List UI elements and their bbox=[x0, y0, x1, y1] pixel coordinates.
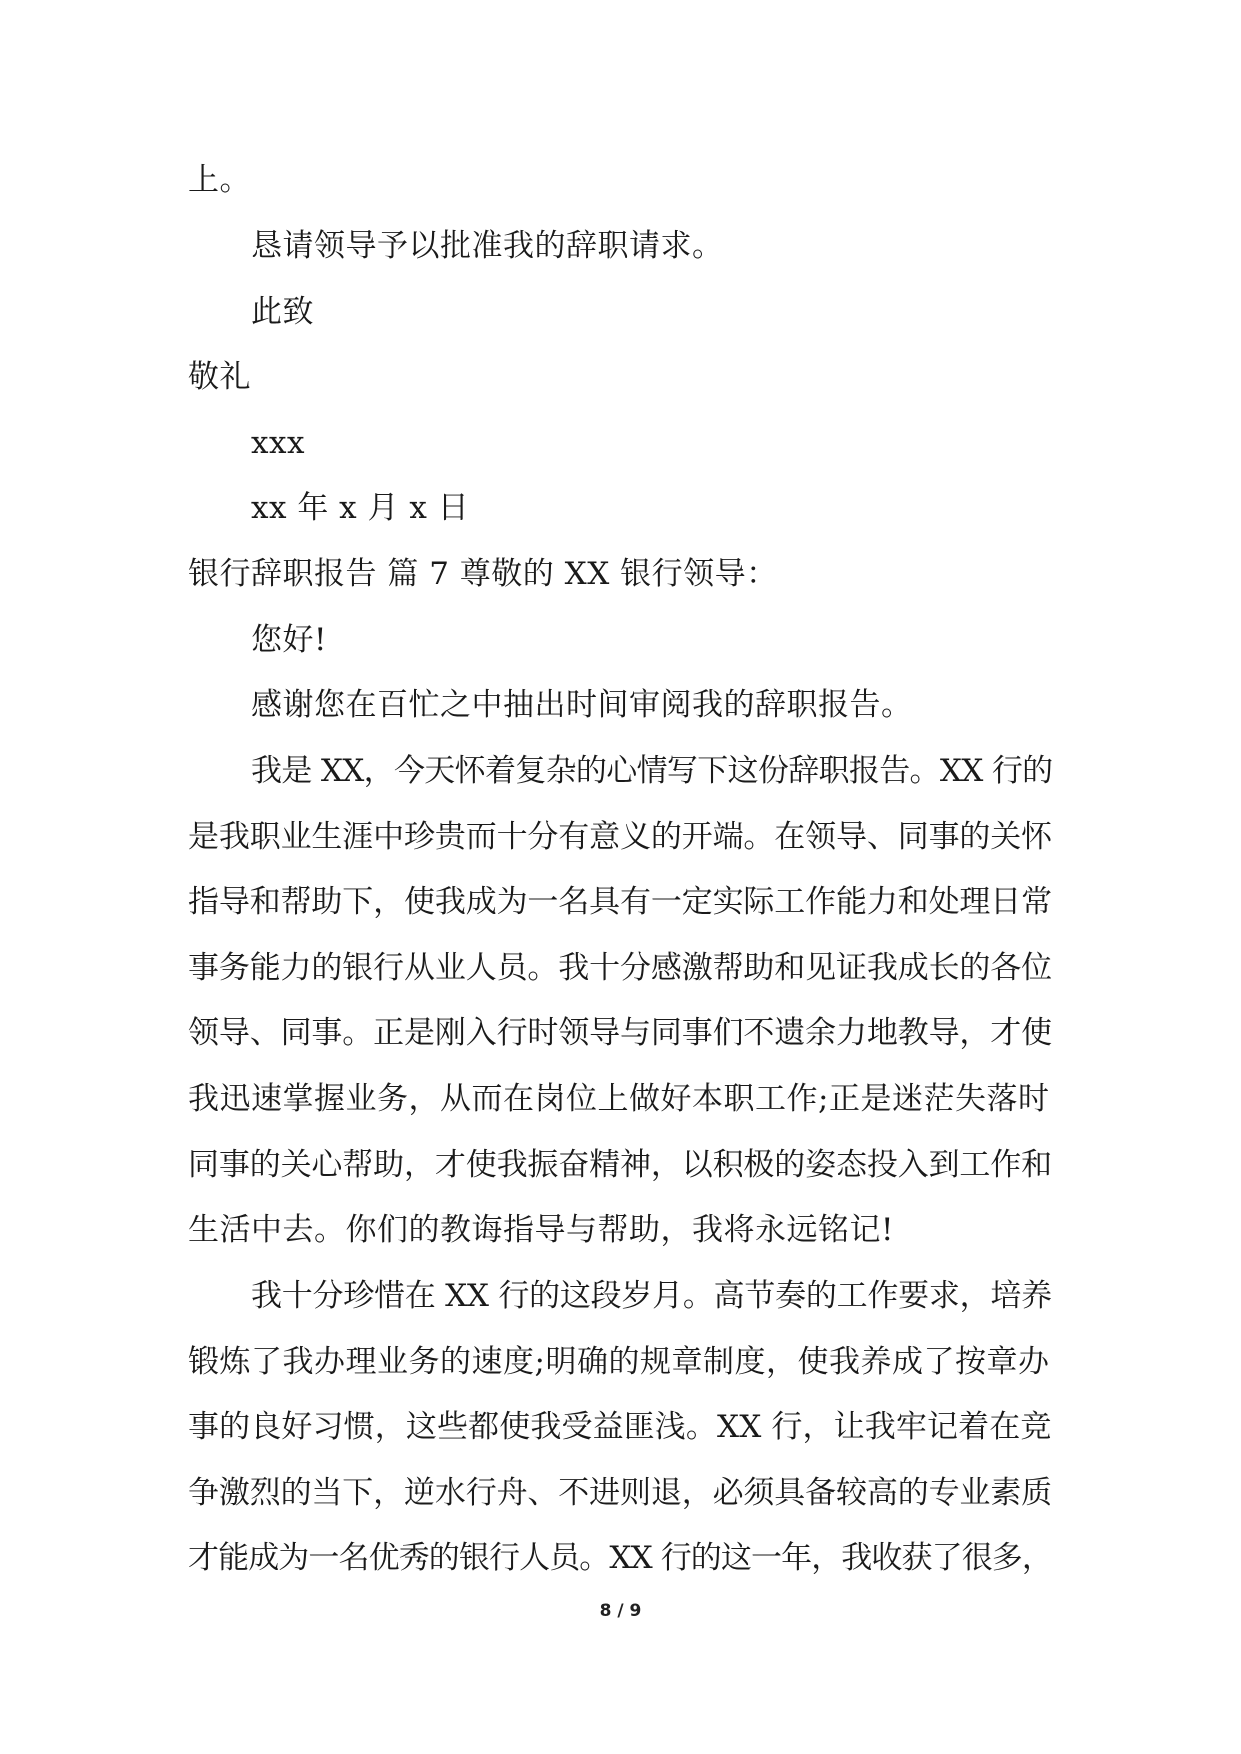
text-line: 我是 XX，今天怀着复杂的心情写下这份辞职报告。XX 行的 bbox=[251, 753, 1053, 789]
signature-date: xx 年 x 月 x 日 bbox=[251, 490, 470, 526]
text-line: 事务能力的银行从业人员。我十分感激帮助和见证我成长的各位 bbox=[188, 950, 1052, 986]
text-line: 同事的关心帮助，才使我振奋精神，以积极的姿态投入到工作和 bbox=[188, 1147, 1052, 1183]
section-heading: 银行辞职报告 篇 7 尊敬的 XX 银行领导： bbox=[188, 556, 778, 592]
text-line: 我十分珍惜在 XX 行的这段岁月。高节奏的工作要求，培养 bbox=[251, 1278, 1052, 1314]
text-line: 事的良好习惯，这些都使我受益匪浅。XX 行，让我牢记着在竞 bbox=[188, 1409, 1052, 1445]
text-line: 才能成为一名优秀的银行人员。XX 行的这一年，我收获了很多， bbox=[188, 1540, 1052, 1576]
text-line: 感谢您在百忙之中抽出时间审阅我的辞职报告。 bbox=[251, 687, 913, 723]
text-line: 是我职业生涯中珍贵而十分有意义的开端。在领导、同事的关怀 bbox=[188, 819, 1052, 855]
text-line: 此致 bbox=[251, 294, 314, 330]
text-line: 敬礼 bbox=[188, 359, 251, 395]
text-line: 我迅速掌握业务，从而在岗位上做好本职工作;正是迷茫失落时 bbox=[188, 1081, 1050, 1117]
page-number: 8 / 9 bbox=[599, 1601, 642, 1621]
text-line: 锻炼了我办理业务的速度;明确的规章制度，使我养成了按章办 bbox=[188, 1344, 1050, 1380]
text-line: 争激烈的当下，逆水行舟、不进则退，必须具备较高的专业素质 bbox=[188, 1475, 1052, 1511]
text-line: 领导、同事。正是刚入行时领导与同事们不遗余力地教导，才使 bbox=[188, 1015, 1052, 1051]
text-line: 生活中去。你们的教诲指导与帮助，我将永远铭记! bbox=[188, 1212, 894, 1248]
text-line: 恳请领导予以批准我的辞职请求。 bbox=[251, 228, 724, 264]
text-line: 指导和帮助下，使我成为一名具有一定实际工作能力和处理日常 bbox=[188, 884, 1052, 920]
signature-name: xxx bbox=[251, 425, 305, 461]
text-line: 上。 bbox=[188, 162, 251, 198]
text-line: 您好! bbox=[251, 622, 327, 658]
